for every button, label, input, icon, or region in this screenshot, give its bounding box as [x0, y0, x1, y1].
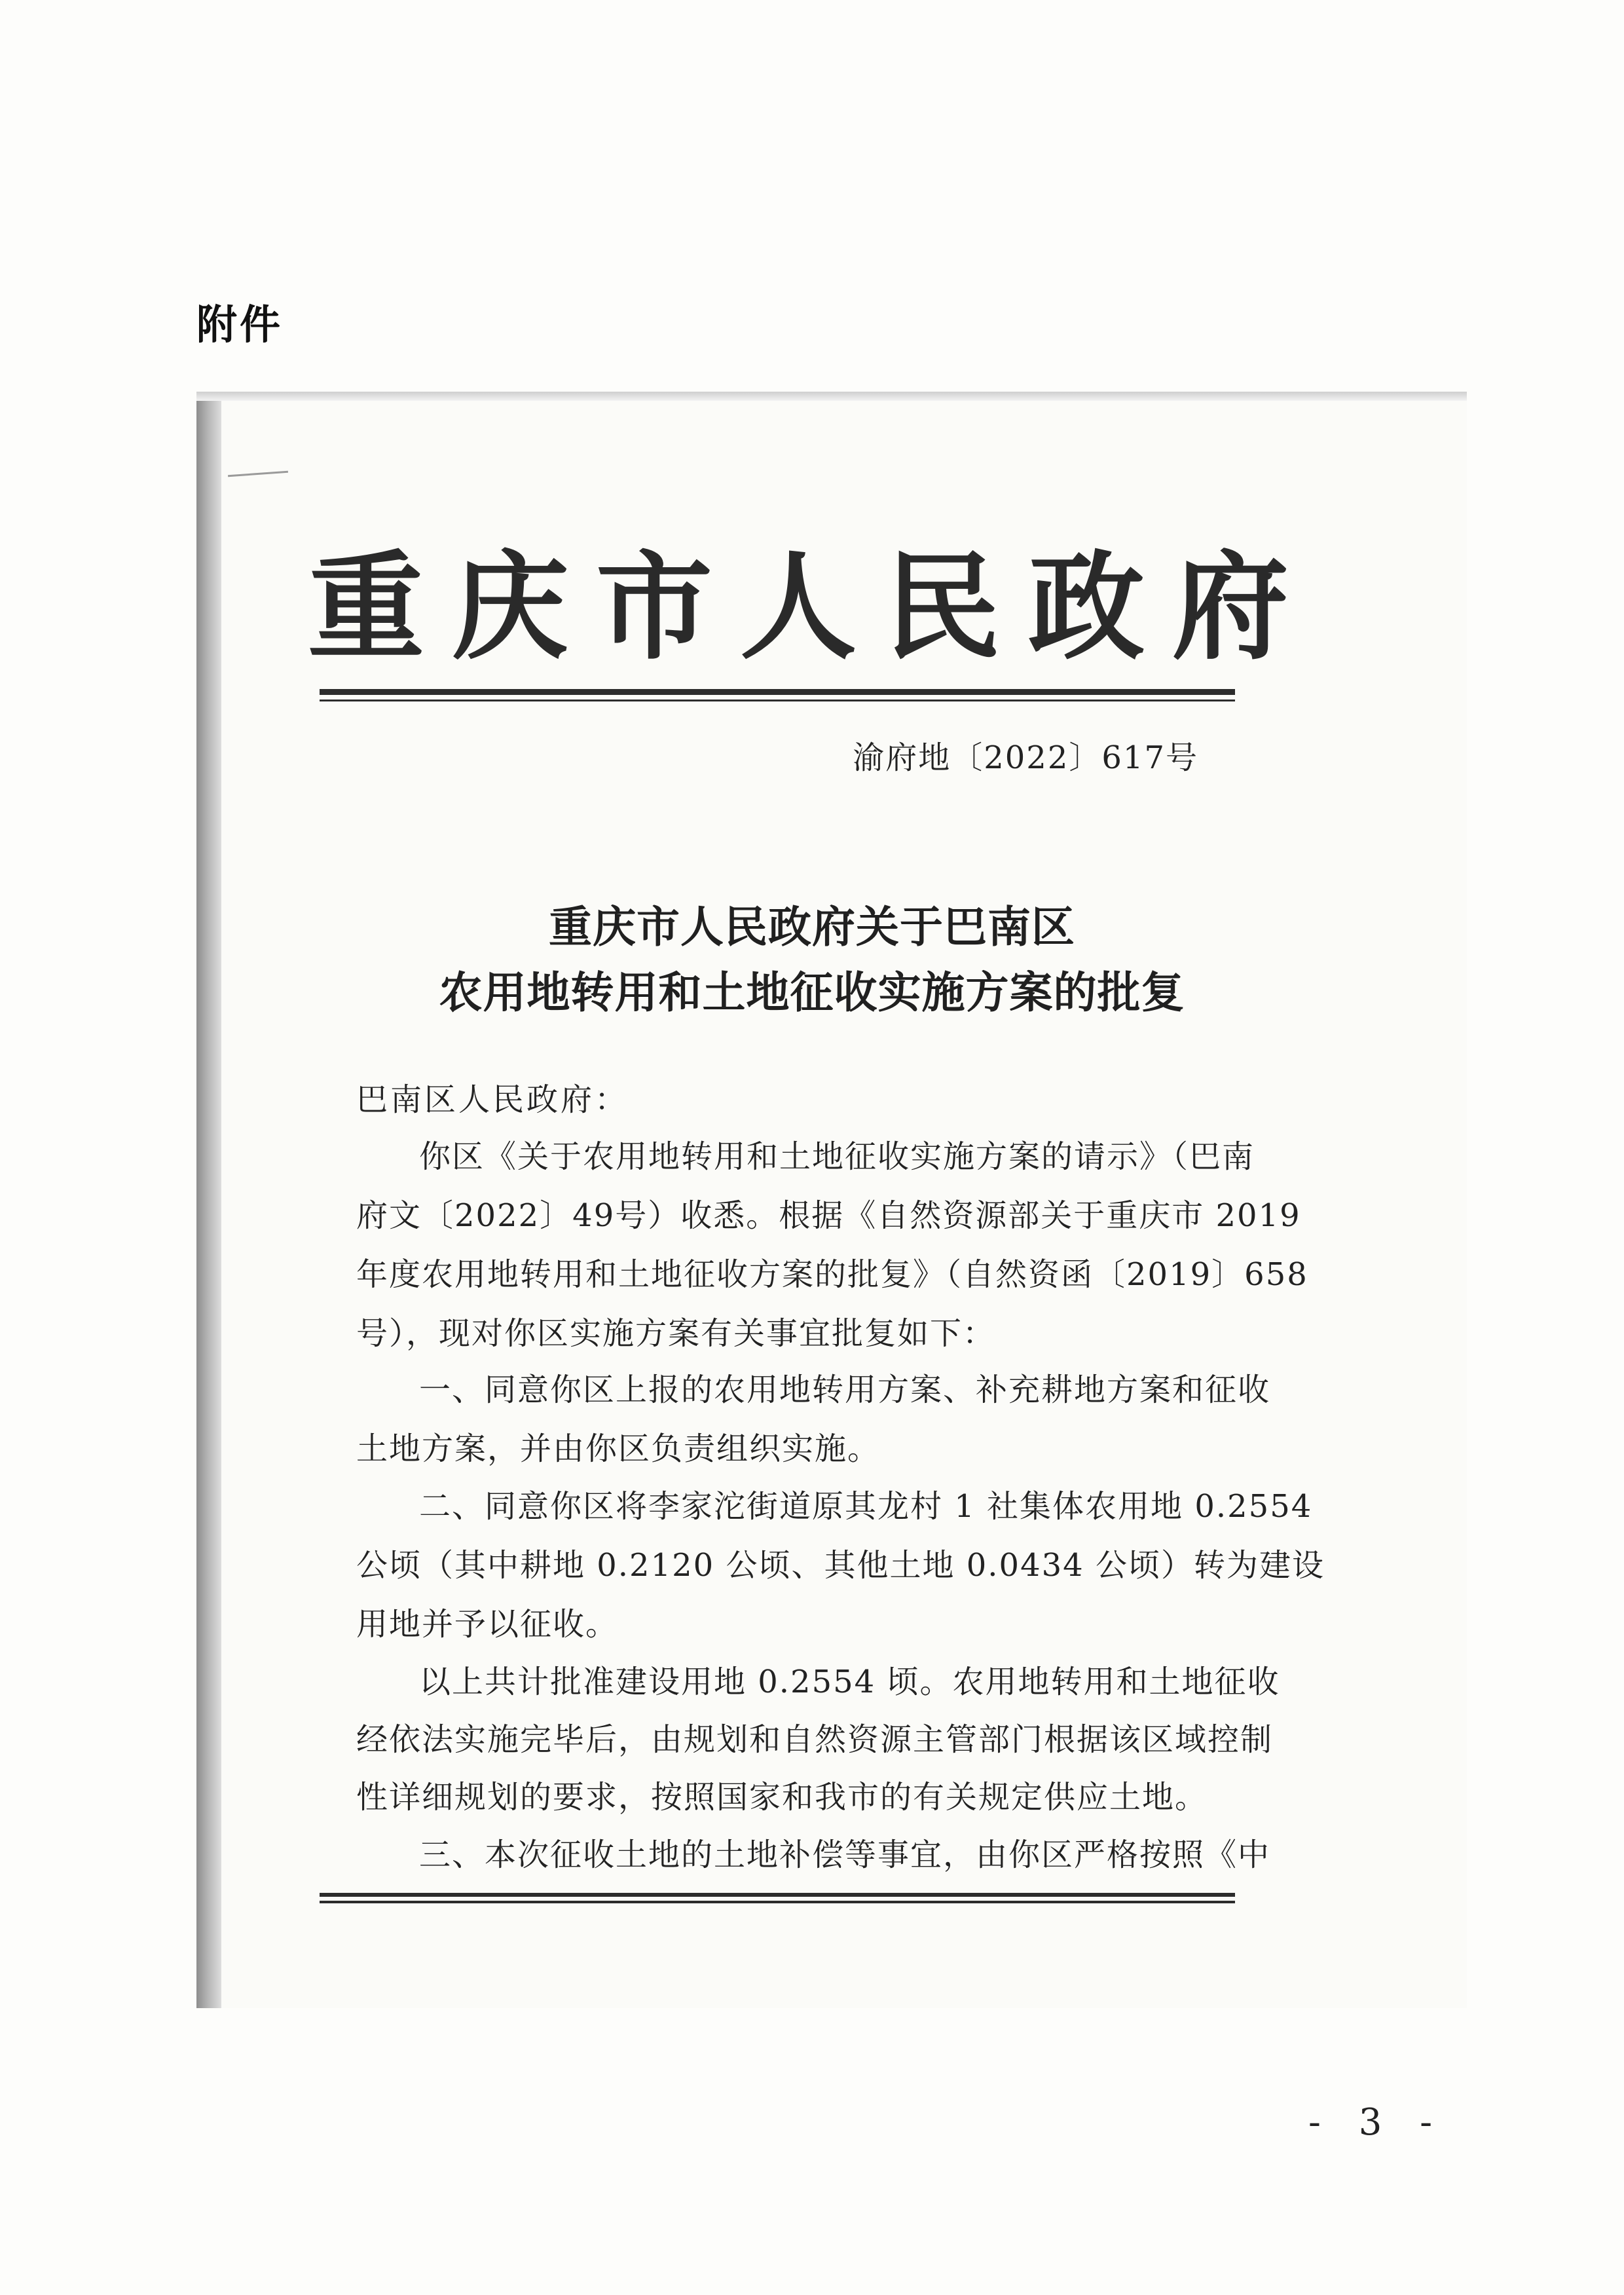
issuer-heading: 重庆市人民政府 [308, 538, 1316, 675]
body-line: 二、同意你区将李家沱街道原其龙村 1 社集体农用地 0.2554 [419, 1488, 1313, 1525]
body-line: 以上共计批准建设用地 0.2554 顷。农用地转用和土地征收 [419, 1664, 1280, 1700]
letterhead-rule-thick [320, 689, 1235, 695]
body-line: 公顷（其中耕地 0.2120 公顷、其他土地 0.0434 公顷）转为建设 [356, 1547, 1325, 1584]
body-line: 一、同意你区上报的农用地转用方案、补充耕地方案和征收 [419, 1371, 1271, 1408]
body-line: 府文〔2022〕49号）收悉。根据《自然资源部关于重庆市 2019 [356, 1197, 1301, 1234]
footer-rule-thin [320, 1901, 1235, 1903]
body-line: 性详细规划的要求，按照国家和我市的有关规定供应土地。 [356, 1779, 1208, 1816]
body-line: 号），现对你区实施方案有关事宜批复如下： [356, 1315, 996, 1352]
document-title-line-2: 农用地转用和土地征收实施方案的批复 [439, 967, 1185, 1018]
addressee: 巴南区人民政府： [356, 1081, 629, 1118]
document-title-line-1: 重庆市人民政府关于巴南区 [549, 901, 1075, 952]
scan-shadow-top [196, 392, 1467, 401]
letterhead-rule-thin [320, 700, 1235, 701]
body-line: 经依法实施完毕后，由规划和自然资源主管部门根据该区域控制 [356, 1721, 1274, 1758]
body-line: 年度农用地转用和土地征收方案的批复》（自然资函〔2019〕658 [356, 1256, 1308, 1293]
document-number: 渝府地〔2022〕617号 [853, 739, 1198, 776]
scan-mark [228, 471, 288, 477]
body-line: 土地方案，并由你区负责组织实施。 [356, 1430, 881, 1467]
footer-rule-thick [320, 1893, 1235, 1897]
page-number: - 3 - [1308, 2101, 1446, 2144]
body-line: 用地并予以征收。 [356, 1606, 619, 1643]
body-line: 三、本次征收土地的土地补偿等事宜，由你区严格按照《中 [419, 1837, 1271, 1873]
body-line: 你区《关于农用地转用和土地征收实施方案的请示》（巴南 [419, 1138, 1255, 1175]
attachment-label: 附件 [196, 301, 284, 348]
